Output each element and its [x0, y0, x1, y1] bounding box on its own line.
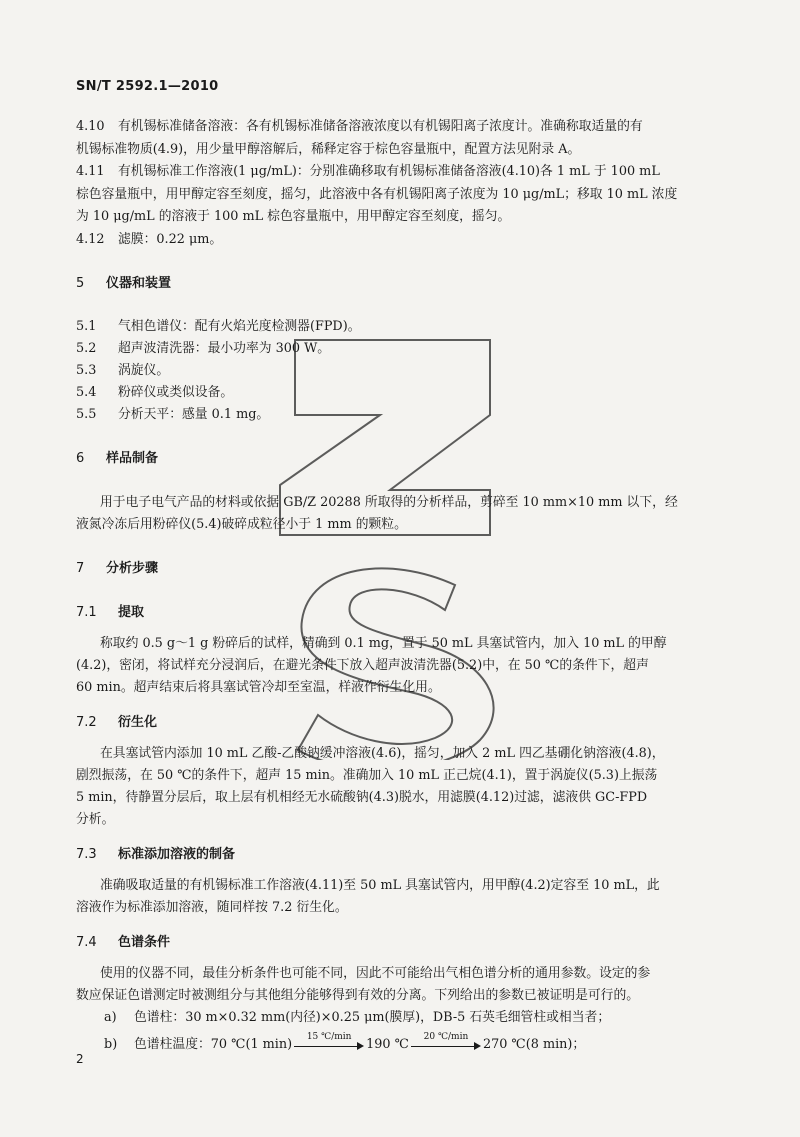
clause-number: 4.12 [76, 232, 105, 247]
section-5-heading [76, 275, 171, 293]
temperature-program-end: 270 ℃(8 min)； [482, 1037, 586, 1052]
clause-4-12 [76, 231, 222, 249]
clause-5-4 [76, 384, 233, 402]
clause-number: 5.2 [76, 341, 97, 356]
clause-4-11-line-2: 棕色容量瓶中，用甲醇定容至刻度，摇匀，此溶液中各有机锡阳离子浓度为 10 μg/mL；移取 10 mL 浓度 [76, 187, 678, 202]
ramp-rate-2: 20 ℃/min [423, 1031, 469, 1042]
clause-7-4-heading [76, 934, 170, 952]
section-title: 仪器和装置 [106, 276, 172, 291]
clause-title: 标准添加溶液的制备 [118, 847, 236, 862]
clause-text: 分析天平：感量 0.1 mg。 [118, 407, 270, 422]
clause-5-5 [76, 406, 269, 424]
temperature-program-start: 色谱柱温度：70 ℃(1 min) [134, 1037, 293, 1052]
clause-title: 提取 [118, 605, 145, 620]
arrow-head-icon [474, 1042, 481, 1050]
clause-7-3-line-2: 溶液作为标准添加溶液，随同样按 7.2 衍生化。 [76, 900, 348, 915]
temperature-program-mid: 190 ℃ [366, 1037, 409, 1052]
clause-title: 色谱条件 [118, 935, 171, 950]
clause-7-1-line-3: 60 min。超声结束后将具塞试管冷却至室温，样液作衍生化用。 [76, 680, 441, 695]
section-number: 5 [76, 276, 85, 291]
clause-number: 4.11 [76, 164, 105, 179]
clause-7-4-line-1: 使用的仪器不同，最佳分析条件也可能不同，因此不可能给出气相色谱分析的通用参数。设定的参 [100, 966, 651, 981]
section-6-paragraph-line-1: 用于电子电气产品的材料或依据 GB/Z 20288 所取得的分析样品，剪碎至 10 mm×10 mm 以下，经 [100, 495, 678, 510]
clause-number: 7.4 [76, 935, 97, 950]
clause-text: 有机锡标准工作溶液(1 μg/mL)：分别准确移取有机锡标准储备溶液(4.10)各 1 mL 于 100 mL [118, 164, 660, 179]
clause-7-1-line-2: (4.2)，密闭，将试样充分浸润后，在避光条件下放入超声波清洗器(5.2)中，在 50 ℃的条件下，超声 [76, 658, 649, 673]
list-item-label: b) [104, 1037, 118, 1052]
clause-5-2 [76, 340, 330, 358]
list-item-text: 色谱柱：30 m×0.32 mm(内径)×0.25 μm(膜厚)，DB-5 石英毛细管柱或相当者； [134, 1010, 611, 1025]
clause-number: 5.4 [76, 385, 97, 400]
clause-7-2-line-1: 在具塞试管内添加 10 mL 乙酸-乙酸钠缓冲溶液(4.6)，摇匀，加入 2 mL 四乙基硼化钠溶液(4.8)， [100, 746, 665, 761]
clause-7-2-heading [76, 714, 157, 732]
clause-7-1-line-1: 称取约 0.5 g～1 g 粉碎后的试样，精确到 0.1 mg，置于 50 mL 具塞试管内，加入 10 mL 的甲醇 [100, 636, 667, 651]
clause-7-4-line-2: 数应保证色谱测定时被测组分与其他组分能够得到有效的分离。下列给出的参数已被证明是可行的。 [76, 988, 640, 1003]
clause-7-2-line-3: 5 min，待静置分层后，取上层有机相经无水硫酸钠(4.3)脱水，用滤膜(4.12)过滤，滤液供 GC-FPD [76, 790, 648, 805]
list-item-label: a) [104, 1010, 117, 1025]
clause-5-1 [76, 318, 361, 336]
clause-number: 5.3 [76, 363, 97, 378]
clause-number: 7.3 [76, 847, 97, 862]
clause-4-10-line-1 [76, 118, 643, 136]
standard-number-header: SN/T 2592.1—2010 [76, 79, 219, 94]
clause-number: 4.10 [76, 119, 105, 134]
clause-7-1-heading [76, 604, 144, 622]
clause-7-3-heading [76, 846, 235, 864]
clause-text: 粉碎仪或类似设备。 [118, 385, 234, 400]
clause-4-11-line-1 [76, 163, 660, 181]
clause-number: 5.5 [76, 407, 97, 422]
clause-title: 衍生化 [118, 715, 158, 730]
section-6-paragraph-line-2: 液氮冷冻后用粉碎仪(5.4)破碎成粒径小于 1 mm 的颗粒。 [76, 517, 407, 532]
arrow-head-icon [357, 1042, 364, 1050]
clause-text: 有机锡标准储备溶液：各有机锡标准储备溶液浓度以有机锡阳离子浓度计。准确称取适量的有 [118, 119, 643, 134]
list-item-b [104, 1031, 586, 1054]
section-6-heading [76, 450, 158, 468]
clause-number: 5.1 [76, 319, 97, 334]
ramp-arrow-1 [294, 1031, 364, 1052]
list-item-a [104, 1009, 610, 1027]
clause-number: 7.1 [76, 605, 97, 620]
section-number: 6 [76, 451, 85, 466]
section-7-heading [76, 560, 158, 578]
ramp-rate-1: 15 ℃/min [306, 1031, 352, 1042]
clause-text: 超声波清洗器：最小功率为 300 W。 [118, 341, 331, 356]
clause-text: 涡旋仪。 [118, 363, 170, 378]
ramp-arrow-2 [411, 1031, 481, 1052]
clause-7-3-line-1: 准确吸取适量的有机锡标准工作溶液(4.11)至 50 mL 具塞试管内，用甲醇(4.2)定容至 10 mL，此 [100, 878, 660, 893]
clause-text: 滤膜：0.22 μm。 [118, 232, 223, 247]
clause-number: 7.2 [76, 715, 97, 730]
clause-text: 气相色谱仪：配有火焰光度检测器(FPD)。 [118, 319, 361, 334]
section-number: 7 [76, 561, 85, 576]
clause-4-10-line-2: 机锡标准物质(4.9)，用少量甲醇溶解后，稀释定容于棕色容量瓶中，配置方法见附录 A。 [76, 142, 581, 157]
section-title: 分析步骤 [106, 561, 159, 576]
page-number: 2 [76, 1052, 84, 1066]
clause-7-2-line-2: 剧烈振荡，在 50 ℃的条件下，超声 15 min。准确加入 10 mL 正己烷(4.1)，置于涡旋仪(5.3)上振荡 [76, 768, 658, 783]
clause-7-2-line-4: 分析。 [76, 812, 115, 827]
clause-4-11-line-3: 为 10 μg/mL 的溶液于 100 mL 棕色容量瓶中，用甲醇定容至刻度，摇匀。 [76, 209, 511, 224]
section-title: 样品制备 [106, 451, 159, 466]
clause-5-3 [76, 362, 169, 380]
